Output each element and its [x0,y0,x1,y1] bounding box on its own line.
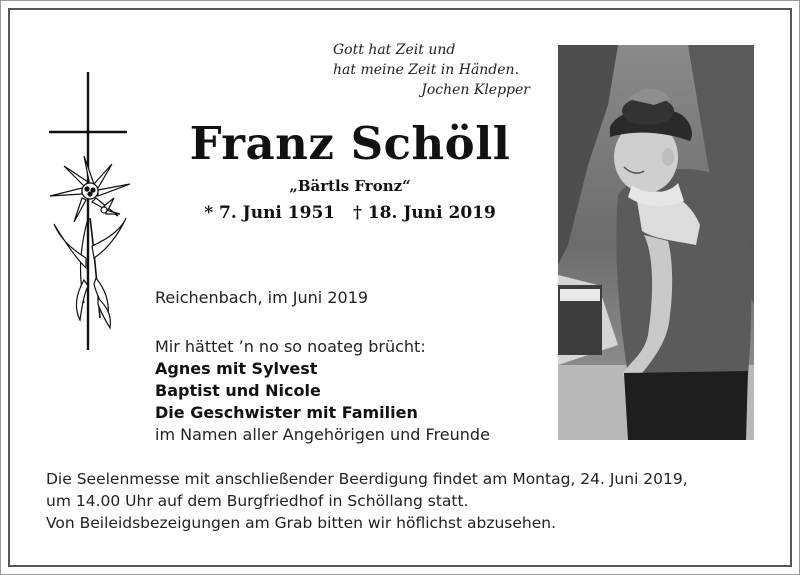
quote-line-1: Gott hat Zeit und [333,42,456,58]
deceased-name: Franz Schöll [189,117,511,170]
mourners-closing: im Namen aller Angehörigen und Freunde [155,425,490,444]
life-dates [170,203,530,223]
quote-author: Jochen Klepper [421,82,530,98]
death-date: † 18. Juni 2019 [353,203,496,223]
birth-date: * 7. Juni 1951 [204,203,336,223]
service-details [46,468,688,534]
service-line-2: um 14.00 Uhr auf dem Burgfriedhof in Schöllang statt. [46,492,469,510]
service-line-3: Von Beileidsbezeigungen am Grab bitten wir höflichst abzusehen. [46,514,557,532]
mourner-name: Agnes mit Sylvest [155,359,318,378]
deceased-nickname: „Bärtls Fronz“ [289,177,411,195]
quote-block [300,40,530,100]
mourner-name: Die Geschwister mit Familien [155,403,418,422]
mourners-block [155,336,490,446]
portrait-photo [558,45,754,440]
service-line-1: Die Seelenmesse mit anschließender Beerdigung findet am Montag, 24. Juni 2019, [46,470,688,488]
cross-edelweiss-icon [40,68,140,358]
mourners-intro: Mir hättet ’n no so noateg brücht: [155,337,426,356]
mourner-name: Baptist und Nicole [155,381,321,400]
place-date: Reichenbach, im Juni 2019 [155,288,369,307]
quote-line-2: hat meine Zeit in Händen. [333,62,520,78]
